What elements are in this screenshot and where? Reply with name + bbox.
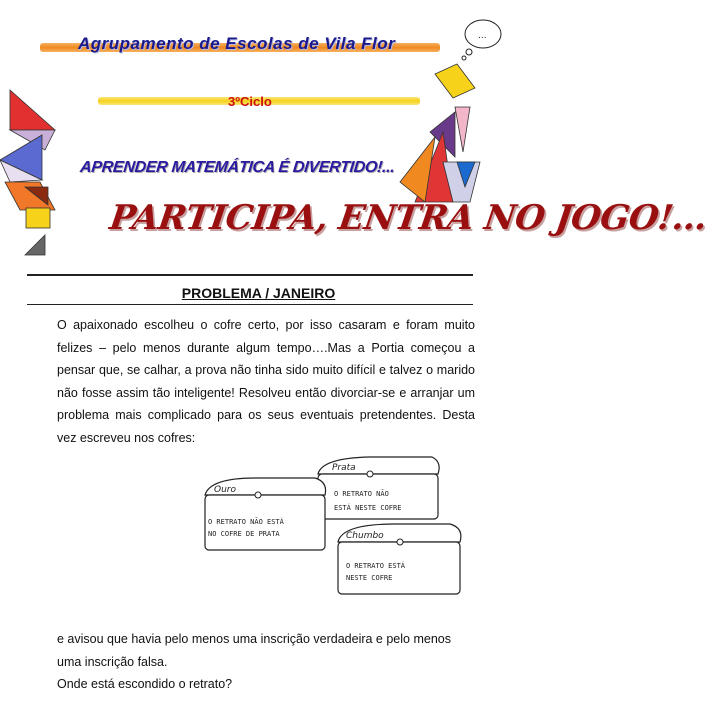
tangram-left-decoration [0,90,70,260]
divider-bottom [27,304,473,305]
chest-prata [318,457,439,519]
closing-text [57,628,477,696]
cycle-label: 3ºCiclo [228,94,272,109]
chest-ouro-label: Ouro [214,485,236,495]
chest-chumbo-label: Chumbo [346,531,384,541]
chest-chumbo-line2: NESTE COFRE [346,574,393,582]
chest-ouro [205,478,326,550]
slogan: APRENDER MATEMÁTICA É DIVERTIDO!... [79,159,396,176]
closing-line: e avisou que havia pelo menos uma inscrição verdadeira e pelo menos uma inscrição falsa. [57,632,451,669]
school-name: Agrupamento de Escolas de Vila Flor [78,34,396,53]
chest-prata-line1: O RETRATO NÃO [334,490,389,498]
chest-ouro-line2: NO COFRE DE PRATA [208,530,280,538]
chest-prata-label: Prata [332,463,356,473]
chest-ouro-line1: O RETRATO NÃO ESTÁ [208,518,284,526]
question-line: Onde está escondido o retrato? [57,677,233,692]
problem-title: PROBLEMA / JANEIRO [181,285,336,301]
thought-bubble-text: ... [478,31,487,41]
chest-chumbo-line1: O RETRATO ESTÁ [346,562,406,570]
divider-top [27,274,473,276]
problem-paragraph: O apaixonado escolheu o cofre certo, por isso casaram e foram muito felizes – pelo menos durante algum tempo….Mas a Portia começou a pensar que, se calhar, a prova não tinha sido muito difícil e talvez o marido não fosse assim tão inteligente! Resolveu então divorciar-se e arranjar um problema mais complicado para os seus eventuais pretendentes. Desta vez escreveu nos cofres: [57,318,475,445]
tangram-right-decoration [395,62,485,212]
chests-illustration [200,452,470,602]
chest-chumbo [338,524,461,594]
chest-prata-line2: ESTÁ NESTE COFRE [334,504,402,512]
call-to-action: PARTICIPA, ENTRA NO JOGO!... [107,198,709,238]
thought-bubble-icon [450,14,505,64]
